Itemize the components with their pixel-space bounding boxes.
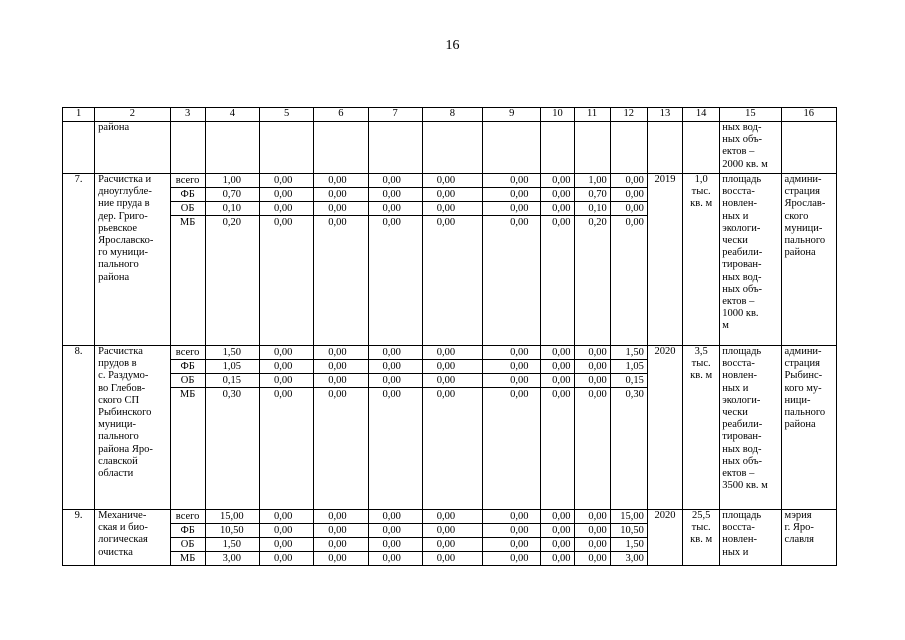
- capacity: 1,0 тыс. кв. м: [683, 174, 720, 346]
- measure-name: Расчистка и дноуглубле- ние пруда в дер. Григо- рьевское Ярославско- го муници- пального района: [95, 174, 170, 346]
- amount-list: [575, 510, 610, 565]
- amount-cell: 0,00: [483, 174, 540, 188]
- amount-column: [541, 346, 574, 510]
- funding-sources: [170, 510, 205, 566]
- table-row: [63, 346, 837, 510]
- result-indicator: площадь восста- новлен- ных и экологи- чески реабили- тирован- ных вод- ных объ- ектов – 1000 кв. м: [720, 174, 781, 346]
- col-header-2: 2: [95, 108, 170, 122]
- funding-source: всего: [171, 510, 205, 524]
- amount-cell: 3,00: [625, 553, 644, 564]
- amount-cell: 0,00: [541, 360, 573, 374]
- amount-column: [314, 174, 368, 346]
- amount-list: [369, 510, 422, 565]
- amount-column: [368, 346, 422, 510]
- amount-cell: 0,00: [314, 524, 367, 538]
- amount-cell: 0,00: [423, 538, 482, 552]
- amount-cell: 15,00: [206, 510, 259, 524]
- funding-sources: [170, 174, 205, 346]
- amount-cell: 0,00: [423, 360, 482, 374]
- row-number: 9.: [63, 510, 95, 566]
- amount-cell: 0,00: [260, 188, 313, 202]
- amount-cell: 0,00: [369, 360, 422, 374]
- table-row: [63, 510, 837, 566]
- amount-cell: 0,00: [575, 524, 610, 538]
- funding-source: ОБ: [171, 202, 205, 216]
- amount-cell: 0,00: [552, 553, 571, 564]
- amount-cell: 0,00: [423, 524, 482, 538]
- amount-list: [206, 510, 259, 565]
- amount-cell: 1,50: [206, 538, 259, 552]
- executor: мэрия г. Яро- славля: [781, 510, 836, 566]
- result-indicator: площадь восста- новлен- ных и: [720, 510, 781, 566]
- funding-source: ФБ: [171, 360, 205, 374]
- amount-cell: 0,70: [206, 188, 259, 202]
- amount-list: [483, 174, 540, 229]
- amount-cell: 0,00: [328, 217, 347, 228]
- executor: админи- страция Ярослав- ского муници- пального района: [781, 174, 836, 346]
- amount-cell: 1,05: [206, 360, 259, 374]
- amount-column: [368, 174, 422, 346]
- amount-cell: 0,00: [423, 346, 482, 360]
- page-number: 16: [445, 38, 460, 53]
- amount-list: [483, 346, 540, 401]
- amount-column: [205, 346, 259, 510]
- funding-source-list: [171, 174, 205, 229]
- measure-name: Механиче- ская и био- логическая очистка: [95, 510, 170, 566]
- amount-cell: 0,00: [483, 538, 540, 552]
- amount-column: [610, 174, 647, 346]
- amount-cell: 0,00: [625, 217, 644, 228]
- amount-cell: 0,30: [222, 389, 242, 400]
- amount-cell: 0,00: [575, 538, 610, 552]
- amount-cell: 0,00: [541, 346, 573, 360]
- amount-cell: 0,20: [222, 217, 242, 228]
- amount-cell: 0,00: [260, 202, 313, 216]
- col-header-1: 1: [63, 108, 95, 122]
- amount-cell: 0,00: [382, 389, 401, 400]
- amount-cell: 0,00: [314, 174, 367, 188]
- amount-cell: 0,00: [541, 374, 573, 388]
- amount-cell: 0,00: [260, 174, 313, 188]
- amount-cell: 0,00: [575, 346, 610, 360]
- amount-column: [483, 174, 541, 346]
- amount-cell: 0,00: [369, 202, 422, 216]
- amount-cell: 0,00: [611, 174, 647, 188]
- amount-cell: 0,15: [206, 374, 259, 388]
- amount-cell: 0,00: [483, 202, 540, 216]
- amount-list: [575, 346, 610, 401]
- row-number: 7.: [63, 174, 95, 346]
- amount-cell: 0,00: [369, 346, 422, 360]
- amount-column: [574, 510, 610, 566]
- amount-column: [205, 174, 259, 346]
- amount-column: [610, 346, 647, 510]
- amount-cell: 0,00: [541, 202, 573, 216]
- col-header-11: 11: [574, 108, 610, 122]
- amount-column: [483, 346, 541, 510]
- amount-cell: 0,00: [423, 374, 482, 388]
- amount-list: [423, 174, 482, 229]
- amount-cell: 0,00: [510, 217, 529, 228]
- col-header-13: 13: [647, 108, 682, 122]
- row-number: 8.: [63, 346, 95, 510]
- amount-cell: 0,00: [423, 188, 482, 202]
- amount-cell: 15,00: [611, 510, 647, 524]
- amount-cell: 0,00: [314, 202, 367, 216]
- amount-cell: 1,00: [575, 174, 610, 188]
- amount-cell: 0,00: [436, 553, 456, 564]
- amount-list: [314, 510, 367, 565]
- amount-cell: 0,00: [369, 510, 422, 524]
- amount-cell: 0,00: [541, 524, 573, 538]
- amount-cell: 0,00: [314, 360, 367, 374]
- amount-list: [423, 346, 482, 401]
- amount-column: [259, 346, 313, 510]
- amount-cell: 0,00: [510, 553, 529, 564]
- funding-source: всего: [171, 346, 205, 360]
- funding-sources: [170, 346, 205, 510]
- amount-list: [483, 510, 540, 565]
- amount-cell: 10,50: [611, 524, 647, 538]
- amount-cell: 0,00: [273, 389, 293, 400]
- amount-cell: 3,00: [222, 553, 242, 564]
- col-header-3: 3: [170, 108, 205, 122]
- amount-list: [541, 510, 573, 565]
- amount-list: [611, 174, 647, 229]
- amount-cell: 0,00: [260, 538, 313, 552]
- amount-cell: 0,00: [510, 389, 529, 400]
- continuation-name: района: [95, 122, 170, 174]
- header-row: [63, 108, 837, 122]
- amount-list: [369, 174, 422, 229]
- amount-cell: 1,50: [611, 346, 647, 360]
- col-header-14: 14: [683, 108, 720, 122]
- amount-column: [541, 174, 574, 346]
- col-header-7: 7: [368, 108, 422, 122]
- amount-cell: 0,00: [483, 360, 540, 374]
- executor: админи- страция Рыбинс- кого му- ници- пального района: [781, 346, 836, 510]
- col-header-12: 12: [610, 108, 647, 122]
- amount-list: [206, 346, 259, 401]
- result-indicator: площадь восста- новлен- ных и экологи- чески реабили- тирован- ных вод- ных объ- ектов – 3500 кв. м: [720, 346, 781, 510]
- amount-cell: 0,00: [369, 174, 422, 188]
- program-table: [62, 107, 837, 566]
- amount-cell: 0,00: [541, 174, 573, 188]
- funding-source-list: [171, 346, 205, 401]
- amount-column: [483, 510, 541, 566]
- amount-cell: 0,00: [314, 538, 367, 552]
- col-header-10: 10: [541, 108, 574, 122]
- col-header-16: 16: [781, 108, 836, 122]
- amount-column: [574, 346, 610, 510]
- amount-cell: 1,00: [206, 174, 259, 188]
- amount-cell: 0,00: [483, 346, 540, 360]
- amount-cell: 0,00: [382, 553, 401, 564]
- amount-column: [205, 510, 259, 566]
- amount-cell: 0,00: [260, 346, 313, 360]
- amount-cell: 0,00: [575, 510, 610, 524]
- continuation-row: [63, 122, 837, 174]
- capacity: 3,5 тыс. кв. м: [683, 346, 720, 510]
- amount-cell: 0,00: [273, 553, 293, 564]
- amount-list: [611, 346, 647, 401]
- amount-cell: 0,10: [206, 202, 259, 216]
- measure-name: Расчистка прудов в с. Раздумо- во Глебов- ского СП Рыбинского муници- пального района Яро- славской области: [95, 346, 170, 510]
- amount-list: [206, 174, 259, 229]
- amount-column: [541, 510, 574, 566]
- continuation-indicator: ных вод- ных объ- ектов – 2000 кв. м: [720, 122, 781, 174]
- amount-cell: 0,00: [314, 510, 367, 524]
- amount-column: [422, 510, 482, 566]
- amount-column: [259, 510, 313, 566]
- completion-year: 2020: [647, 510, 682, 566]
- amount-list: [314, 346, 367, 401]
- amount-cell: 0,00: [436, 217, 456, 228]
- amount-cell: 0,00: [483, 524, 540, 538]
- amount-cell: 0,00: [483, 374, 540, 388]
- amount-cell: 0,00: [328, 553, 347, 564]
- amount-column: [368, 510, 422, 566]
- amount-cell: 0,00: [260, 374, 313, 388]
- amount-column: [259, 174, 313, 346]
- amount-list: [369, 346, 422, 401]
- amount-column: [422, 174, 482, 346]
- funding-source: МБ: [179, 389, 196, 400]
- amount-cell: 0,70: [575, 188, 610, 202]
- col-header-8: 8: [422, 108, 482, 122]
- amount-cell: 0,00: [382, 217, 401, 228]
- col-header-15: 15: [720, 108, 781, 122]
- funding-source: ФБ: [171, 524, 205, 538]
- amount-cell: 1,05: [611, 360, 647, 374]
- amount-cell: 0,00: [552, 217, 571, 228]
- amount-cell: 0,00: [369, 188, 422, 202]
- amount-cell: 0,00: [273, 217, 293, 228]
- amount-cell: 0,00: [588, 389, 607, 400]
- amount-cell: 10,50: [206, 524, 259, 538]
- amount-cell: 0,00: [483, 188, 540, 202]
- amount-list: [260, 346, 313, 401]
- col-header-9: 9: [483, 108, 541, 122]
- amount-column: [574, 174, 610, 346]
- amount-list: [260, 510, 313, 565]
- funding-source: ОБ: [171, 374, 205, 388]
- funding-source: всего: [171, 174, 205, 188]
- amount-cell: 0,00: [541, 510, 573, 524]
- amount-cell: 0,00: [314, 374, 367, 388]
- col-header-5: 5: [259, 108, 313, 122]
- amount-cell: 1,50: [611, 538, 647, 552]
- amount-cell: 0,00: [314, 188, 367, 202]
- amount-cell: 0,00: [328, 389, 347, 400]
- funding-source: МБ: [179, 217, 196, 228]
- completion-year: 2020: [647, 346, 682, 510]
- amount-cell: 0,00: [575, 360, 610, 374]
- amount-cell: 0,00: [260, 524, 313, 538]
- amount-cell: 1,50: [206, 346, 259, 360]
- amount-cell: 0,15: [611, 374, 647, 388]
- funding-source: ФБ: [171, 188, 205, 202]
- amount-list: [611, 510, 647, 565]
- amount-cell: 0,00: [611, 188, 647, 202]
- amount-column: [314, 510, 368, 566]
- amount-cell: 0,00: [552, 389, 571, 400]
- col-header-6: 6: [314, 108, 368, 122]
- amount-list: [541, 174, 573, 229]
- amount-cell: 0,00: [314, 346, 367, 360]
- funding-source: ОБ: [171, 538, 205, 552]
- amount-list: [541, 346, 573, 401]
- amount-cell: 0,00: [369, 538, 422, 552]
- amount-column: [422, 346, 482, 510]
- amount-cell: 0,00: [541, 538, 573, 552]
- amount-column: [314, 346, 368, 510]
- amount-list: [575, 174, 610, 229]
- amount-cell: 0,00: [423, 202, 482, 216]
- amount-list: [314, 174, 367, 229]
- amount-cell: 0,00: [588, 553, 607, 564]
- funding-source: МБ: [179, 553, 196, 564]
- amount-cell: 0,00: [369, 524, 422, 538]
- amount-cell: 0,00: [260, 360, 313, 374]
- amount-cell: 0,20: [588, 217, 607, 228]
- amount-cell: 0,00: [260, 510, 313, 524]
- amount-cell: 0,00: [483, 510, 540, 524]
- amount-list: [423, 510, 482, 565]
- amount-cell: 0,00: [423, 510, 482, 524]
- completion-year: 2019: [647, 174, 682, 346]
- table-row: [63, 174, 837, 346]
- amount-cell: 0,00: [575, 374, 610, 388]
- amount-cell: 0,00: [369, 374, 422, 388]
- amount-cell: 0,10: [575, 202, 610, 216]
- amount-cell: 0,00: [541, 188, 573, 202]
- funding-source-list: [171, 510, 205, 565]
- capacity: 25,5 тыс. кв. м: [683, 510, 720, 566]
- amount-cell: 0,30: [625, 389, 644, 400]
- amount-column: [610, 510, 647, 566]
- amount-list: [260, 174, 313, 229]
- amount-cell: 0,00: [611, 202, 647, 216]
- col-header-4: 4: [205, 108, 259, 122]
- amount-cell: 0,00: [423, 174, 482, 188]
- amount-cell: 0,00: [436, 389, 456, 400]
